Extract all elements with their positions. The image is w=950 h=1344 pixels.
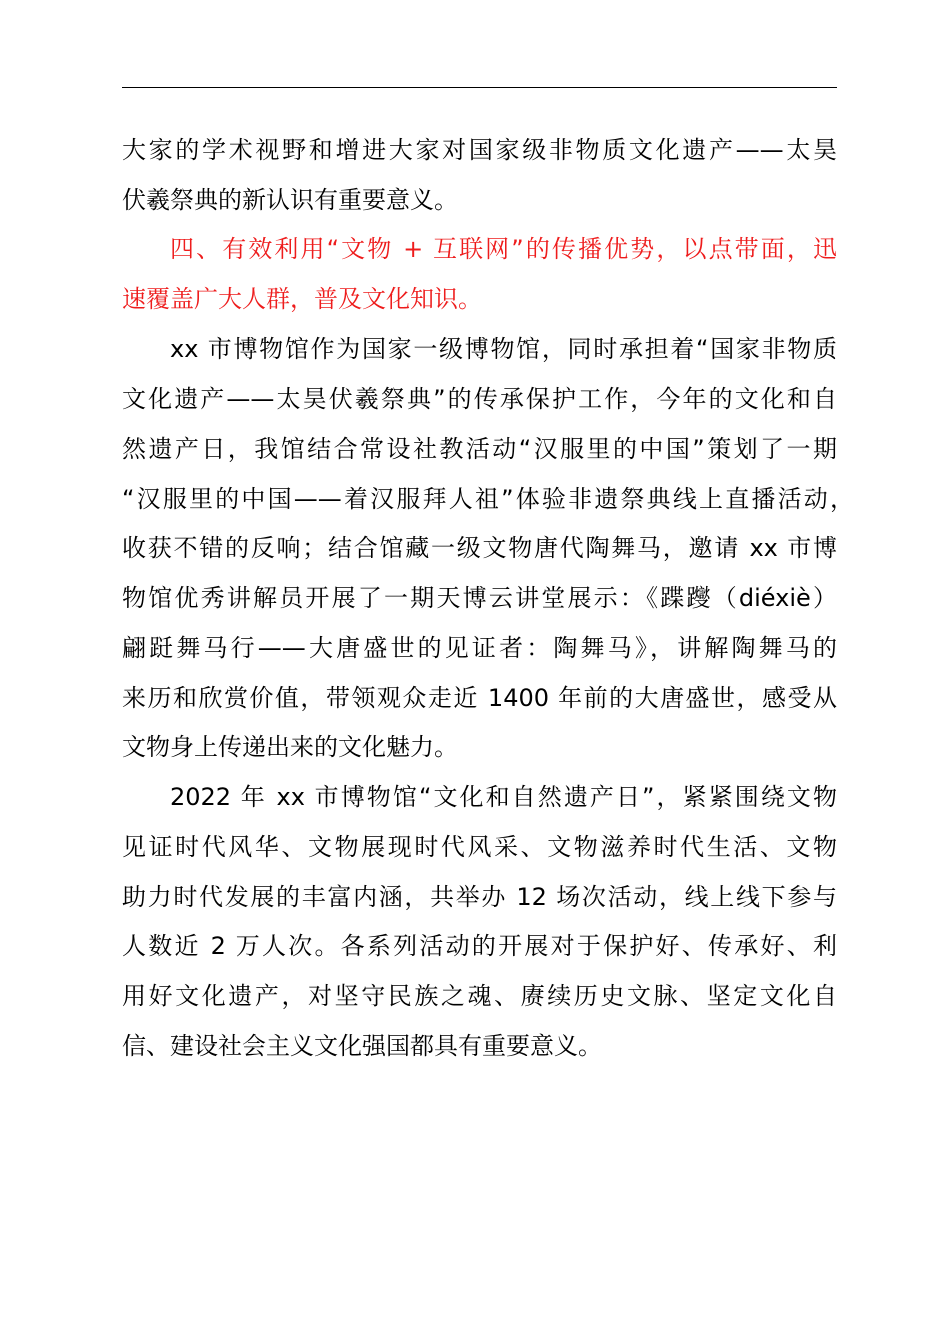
paragraph-2-line-3: 然遗产日，我馆结合常设社教活动“汉服里的中国”策划了一期 — [122, 435, 837, 463]
paragraph-2-line-6: 物馆优秀讲解员开展了一期天博云讲堂展示：《蹀躞（diéxiè） — [122, 584, 837, 612]
paragraph-3-line-5: 用好文化遗产，对坚守民族之魂、赓续历史文脉、坚定文化自 — [122, 982, 837, 1010]
paragraph-3-line-3: 助力时代发展的丰富内涵，共举办 12 场次活动，线上线下参与 — [122, 883, 837, 911]
paragraph-1-line-1: 大家的学术视野和增进大家对国家级非物质文化遗产——太昊 — [122, 136, 837, 164]
paragraph-3-line-2: 见证时代风华、文物展现时代风采、文物滋养时代生活、文物 — [122, 833, 837, 861]
paragraph-3-line-6: 信、建设社会主义文化强国都具有重要意义。 — [122, 1032, 602, 1060]
paragraph-1-line-2: 伏羲祭典的新认识有重要意义。 — [122, 186, 458, 214]
paragraph-2-line-8: 来历和欣赏价值，带领观众走近 1400 年前的大唐盛世，感受从 — [122, 684, 837, 712]
paragraph-2-line-7: 翩跹舞马行——大唐盛世的见证者：陶舞马》，讲解陶舞马的 — [122, 634, 837, 662]
paragraph-2-line-5: 收获不错的反响；结合馆藏一级文物唐代陶舞马，邀请 xx 市博 — [122, 534, 837, 562]
paragraph-2-line-9: 文物身上传递出来的文化魅力。 — [122, 733, 458, 761]
header-rule — [122, 87, 837, 88]
paragraph-2-line-2: 文化遗产——太昊伏羲祭典”的传承保护工作，今年的文化和自 — [122, 385, 837, 413]
paragraph-2-line-4: “汉服里的中国——着汉服拜人祖”体验非遗祭典线上直播活动， — [122, 485, 854, 513]
section-heading-4-line-1: 四、有效利用“文物 + 互联网”的传播优势，以点带面，迅 — [170, 235, 837, 263]
paragraph-3-line-4: 人数近 2 万人次。各系列活动的开展对于保护好、传承好、利 — [122, 932, 837, 960]
paragraph-3-line-1: 2022 年 xx 市博物馆“文化和自然遗产日”，紧紧围绕文物 — [170, 783, 837, 811]
section-heading-4-line-2: 速覆盖广大人群，普及文化知识。 — [122, 285, 482, 313]
paragraph-2-line-1: xx 市博物馆作为国家一级博物馆，同时承担着“国家非物质 — [170, 335, 837, 363]
